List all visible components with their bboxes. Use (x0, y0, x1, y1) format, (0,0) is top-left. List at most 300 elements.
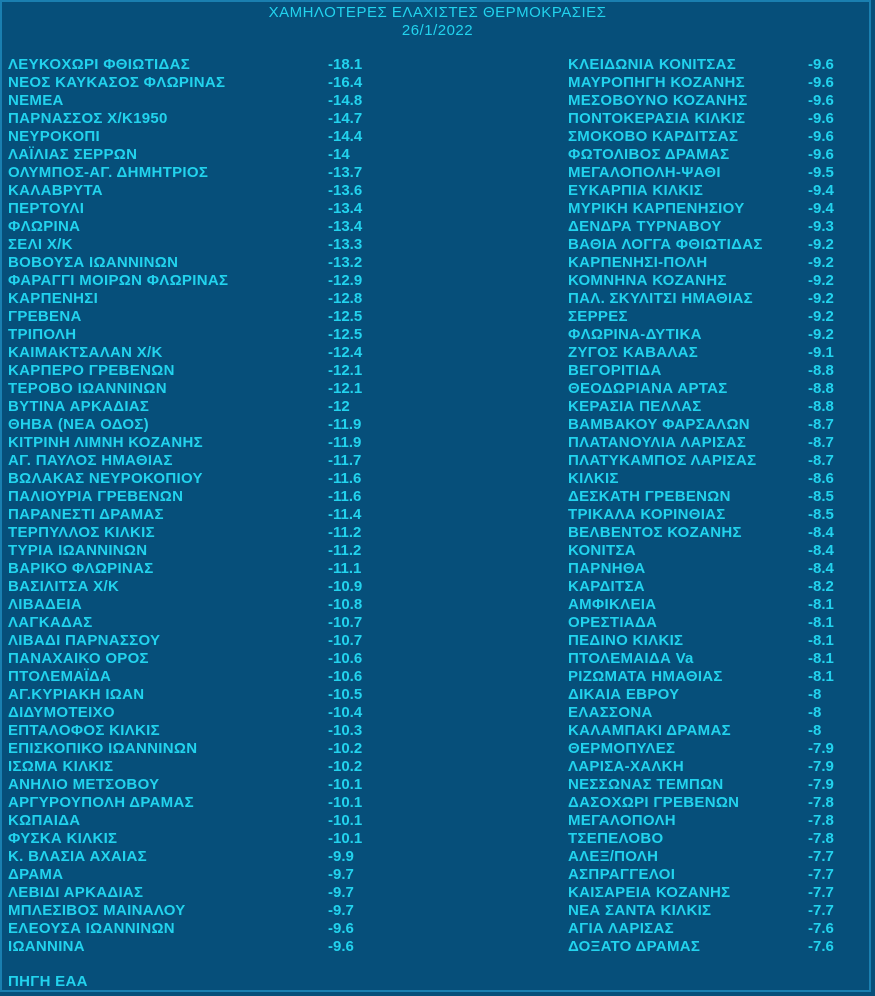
station-name: ΖΥΓΟΣ ΚΑΒΑΛΑΣ (568, 344, 699, 361)
station-row (568, 614, 834, 632)
station-row (8, 578, 363, 596)
station-name: ΟΛΥΜΠΟΣ-ΑΓ. ΔΗΜΗΤΡΙΟΣ (8, 164, 209, 181)
station-name: ΠΑΝΑΧΑΙΚΟ ΟΡΟΣ (8, 650, 149, 667)
station-name: ΝΕΟΣ ΚΑΥΚΑΣΟΣ ΦΛΩΡΙΝΑΣ (8, 74, 226, 91)
station-row (568, 830, 834, 848)
station-temperature: -16.4 (328, 74, 363, 91)
station-row (568, 812, 834, 830)
station-temperature: -9.6 (328, 920, 354, 937)
station-row (568, 848, 834, 866)
station-temperature: -10.6 (328, 650, 363, 667)
station-row (8, 560, 362, 578)
station-temperature: -12.5 (328, 326, 363, 343)
station-name: ΓΡΕΒΕΝΑ (8, 308, 82, 325)
station-temperature: -10.1 (328, 794, 363, 811)
station-name: ΚΑΛΑΜΠΑΚΙ ΔΡΑΜΑΣ (568, 722, 731, 739)
station-name: ΛΕΥΚΟΧΩΡΙ ΦΘΙΩΤΙΔΑΣ (8, 56, 191, 73)
station-name: ΚΕΡΑΣΙΑ ΠΕΛΛΑΣ (568, 398, 702, 415)
station-temperature: -8 (808, 686, 822, 703)
station-name: ΛΑΡΙΣΑ-ΧΑΛΚΗ (568, 758, 684, 775)
station-temperature: -13.2 (328, 254, 363, 271)
station-temperature: -12.9 (328, 272, 363, 289)
page-title: ΧΑΜΗΛΟΤΕΡΕΣ ΕΛΑΧΙΣΤΕΣ ΘΕΡΜΟΚΡΑΣΙΕΣ (268, 4, 607, 21)
station-name: ΚΑΙΣΑΡΕΙΑ ΚΟΖΑΝΗΣ (568, 884, 731, 901)
station-name: ΦΩΤΟΛΙΒΟΣ ΔΡΑΜΑΣ (568, 146, 730, 163)
station-row (568, 344, 834, 362)
station-row (568, 290, 834, 308)
station-row (8, 92, 363, 110)
station-name: ΜΑΥΡΟΠΗΓΗ ΚΟΖΑΝΗΣ (568, 74, 745, 91)
station-name: ΛΑΓΚΑΔΑΣ (8, 614, 93, 631)
station-name: ΑΝΗΛΙΟ ΜΕΤΣΟΒΟΥ (8, 776, 160, 793)
station-name: ΕΠΙΣΚΟΠΙΚΟ ΙΩΑΝΝΙΝΩΝ (8, 740, 198, 757)
station-temperature: -9.6 (808, 110, 834, 127)
station-temperature: -8.8 (808, 398, 834, 415)
station-name: ΠΤΟΛΕΜΑΙΔΑ Va (568, 650, 694, 667)
station-temperature: -13.7 (328, 164, 363, 181)
station-row (568, 596, 834, 614)
station-name: ΔΙΔΥΜΟΤΕΙΧΟ (8, 704, 115, 721)
station-temperature: -7.8 (808, 812, 834, 829)
station-name: ΙΣΩΜΑ ΚΙΛΚΙΣ (8, 758, 114, 775)
station-temperature: -11.2 (328, 524, 362, 541)
station-row (568, 524, 834, 542)
station-temperature: -11.9 (328, 416, 362, 433)
station-temperature: -11.1 (328, 560, 362, 577)
station-row (8, 164, 363, 182)
station-row (8, 272, 363, 290)
station-row (568, 920, 834, 938)
station-temperature: -11.6 (328, 488, 362, 505)
station-name: ΤΡΙΠΟΛΗ (8, 326, 77, 343)
station-name: ΣΜΟΚΟΒΟ ΚΑΡΔΙΤΣΑΣ (568, 128, 739, 145)
station-row (8, 722, 363, 740)
station-name: ΛΙΒΑΔΙ ΠΑΡΝΑΣΣΟΥ (8, 632, 161, 649)
station-temperature: -9.3 (808, 218, 834, 235)
station-name: ΑΣΠΡΑΓΓΕΛΟΙ (568, 866, 676, 883)
station-temperature: -12 (328, 398, 350, 415)
station-name: ΦΛΩΡΙΝΑ (8, 218, 81, 235)
station-row (8, 704, 363, 722)
station-temperature: -9.4 (808, 200, 834, 217)
station-name: Κ. ΒΛΑΣΙΑ ΑΧΑΙΑΣ (8, 848, 147, 865)
station-temperature: -7.7 (808, 902, 834, 919)
station-temperature: -8 (808, 722, 822, 739)
station-temperature: -12.5 (328, 308, 363, 325)
station-row (568, 74, 834, 92)
station-temperature: -13.4 (328, 200, 363, 217)
station-row (8, 110, 363, 128)
station-temperature: -10.2 (328, 758, 363, 775)
station-temperature: -9.2 (808, 272, 834, 289)
station-temperature: -7.7 (808, 884, 834, 901)
station-row (568, 470, 834, 488)
station-temperature: -18.1 (328, 56, 363, 73)
station-name: ΒΑΘΙΑ ΛΟΓΓΑ ΦΘΙΩΤΙΔΑΣ (568, 236, 763, 253)
station-row (568, 488, 834, 506)
station-name: ΜΕΓΑΛΟΠΟΛΗ (568, 812, 676, 829)
station-temperature: -8.5 (808, 488, 834, 505)
station-name: ΠΑΛ. ΣΚΥΛΙΤΣΙ ΗΜΑΘΙΑΣ (568, 290, 753, 307)
station-name: ΠΕΔΙΝΟ ΚΙΛΚΙΣ (568, 632, 684, 649)
station-row (8, 254, 363, 272)
station-name: ΒΑΜΒΑΚΟΥ ΦΑΡΣΑΛΩΝ (568, 416, 750, 433)
station-temperature: -13.6 (328, 182, 363, 199)
station-row (568, 506, 834, 524)
station-name: ΝΕΑ ΣΑΝΤΑ ΚΙΛΚΙΣ (568, 902, 712, 919)
station-name: ΑΓ. ΠΑΥΛΟΣ ΗΜΑΘΙΑΣ (8, 452, 173, 469)
station-name: ΤΕΡΠΥΛΛΟΣ ΚΙΛΚΙΣ (8, 524, 155, 541)
station-row (8, 848, 354, 866)
station-temperature: -9.7 (328, 884, 354, 901)
station-name: ΕΠΤΑΛΟΦΟΣ ΚΙΛΚΙΣ (8, 722, 160, 739)
station-row (8, 758, 363, 776)
station-row (568, 110, 834, 128)
station-temperature: -7.8 (808, 830, 834, 847)
station-temperature: -11.6 (328, 470, 362, 487)
station-row (8, 938, 354, 956)
station-row (568, 776, 834, 794)
station-row (8, 452, 362, 470)
station-row (568, 902, 834, 920)
station-temperature: -7.8 (808, 794, 834, 811)
station-row (8, 128, 363, 146)
station-row (8, 488, 362, 506)
station-row (8, 884, 354, 902)
station-row (568, 722, 822, 740)
station-row (8, 614, 363, 632)
station-row (8, 866, 354, 884)
station-name: ΕΛΕΟΥΣΑ ΙΩΑΝΝΙΝΩΝ (8, 920, 175, 937)
station-temperature: -9.6 (328, 938, 354, 955)
station-temperature: -11.7 (328, 452, 362, 469)
station-name: ΦΛΩΡΙΝΑ-ΔΥΤΙΚΑ (568, 326, 702, 343)
station-temperature: -12.1 (328, 380, 363, 397)
station-name: ΤΣΕΠΕΛΟΒΟ (568, 830, 664, 847)
station-row (568, 704, 822, 722)
station-name: ΘΗΒΑ (ΝΕΑ ΟΔΟΣ) (8, 416, 149, 433)
station-name: ΑΓ.ΚΥΡΙΑΚΗ ΙΩΑΝ (8, 686, 145, 703)
station-name: ΑΡΓΥΡΟΥΠΟΛΗ ΔΡΑΜΑΣ (8, 794, 194, 811)
station-name: ΔΙΚΑΙΑ ΕΒΡΟΥ (568, 686, 680, 703)
station-row (568, 308, 834, 326)
station-row (8, 506, 362, 524)
station-temperature: -10.7 (328, 614, 363, 631)
station-row (568, 56, 834, 74)
station-name: ΚΑΡΔΙΤΣΑ (568, 578, 645, 595)
station-name: ΘΕΟΔΩΡΙΑΝΑ ΑΡΤΑΣ (568, 380, 728, 397)
station-temperature: -9.2 (808, 308, 834, 325)
station-row (568, 254, 834, 272)
station-row (568, 416, 834, 434)
station-temperature: -9.5 (808, 164, 834, 181)
station-row (8, 920, 354, 938)
station-name: ΠΑΡΝΑΣΣΟΣ Χ/Κ1950 (8, 110, 168, 127)
station-row (8, 200, 363, 218)
station-name: ΒΑΣΙΛΙΤΣΑ Χ/Κ (8, 578, 120, 595)
station-temperature: -8.2 (808, 578, 834, 595)
station-row (568, 686, 822, 704)
station-temperature: -7.6 (808, 938, 834, 955)
station-name: ΔΟΞΑΤΟ ΔΡΑΜΑΣ (568, 938, 701, 955)
station-temperature: -8.6 (808, 470, 834, 487)
station-name: ΣΕΛΙ Χ/Κ (8, 236, 73, 253)
station-row (568, 380, 834, 398)
station-name: ΟΡΕΣΤΙΑΔΑ (568, 614, 658, 631)
station-name: ΒΥΤΙΝΑ ΑΡΚΑΔΙΑΣ (8, 398, 150, 415)
station-row (8, 56, 363, 74)
station-temperature: -8.8 (808, 362, 834, 379)
station-temperature: -7.7 (808, 866, 834, 883)
station-temperature: -10.7 (328, 632, 363, 649)
station-row (568, 650, 834, 668)
station-row (8, 686, 363, 704)
station-name: ΚΑΛΑΒΡΥΤΑ (8, 182, 103, 199)
station-temperature: -13.4 (328, 218, 363, 235)
station-row (8, 398, 350, 416)
station-temperature: -9.1 (808, 344, 834, 361)
station-name: ΘΕΡΜΟΠΥΛΕΣ (568, 740, 676, 757)
station-temperature: -8.7 (808, 416, 834, 433)
station-row (8, 542, 362, 560)
station-temperature: -10.1 (328, 812, 363, 829)
station-name: ΒΟΒΟΥΣΑ ΙΩΑΝΝΙΝΩΝ (8, 254, 179, 271)
station-row (8, 326, 363, 344)
station-row (568, 398, 834, 416)
station-row (8, 596, 363, 614)
station-row (8, 812, 363, 830)
station-temperature: -8.7 (808, 452, 834, 469)
station-name: ΝΕΥΡΟΚΟΠΙ (8, 128, 101, 145)
station-name: ΝΕΜΕΑ (8, 92, 64, 109)
station-temperature: -14.8 (328, 92, 363, 109)
station-temperature: -8.1 (808, 650, 834, 667)
station-row (8, 740, 363, 758)
station-temperature: -10.9 (328, 578, 363, 595)
station-name: ΤΥΡΙΑ ΙΩΑΝΝΙΝΩΝ (8, 542, 148, 559)
station-temperature: -11.9 (328, 434, 362, 451)
station-temperature: -7.9 (808, 758, 834, 775)
station-name: ΒΕΛΒΕΝΤΟΣ ΚΟΖΑΝΗΣ (568, 524, 742, 541)
station-name: ΡΙΖΩΜΑΤΑ ΗΜΑΘΙΑΣ (568, 668, 723, 685)
station-name: ΜΠΛΕΣΙΒΟΣ ΜΑΙΝΑΛΟΥ (8, 902, 186, 919)
station-row (8, 74, 363, 92)
station-row (8, 344, 363, 362)
station-name: ΑΛΕΞ/ΠΟΛΗ (568, 848, 659, 865)
right-column (568, 56, 834, 956)
station-name: ΚΑΙΜΑΚΤΣΑΛΑΝ Χ/Κ (8, 344, 163, 361)
station-temperature: -11.2 (328, 542, 362, 559)
station-name: ΚΙΤΡΙΝΗ ΛΙΜΝΗ ΚΟΖΑΝΗΣ (8, 434, 203, 451)
station-row (8, 794, 363, 812)
station-name: ΜΕΣΟΒΟΥΝΟ ΚΟΖΑΝΗΣ (568, 92, 748, 109)
station-name: ΕΥΚΑΡΠΙΑ ΚΙΛΚΙΣ (568, 182, 704, 199)
station-row (8, 632, 363, 650)
station-temperature: -10.1 (328, 776, 363, 793)
station-name: ΑΜΦΙΚΛΕΙΑ (568, 596, 657, 613)
station-row (8, 668, 363, 686)
station-temperature: -14.4 (328, 128, 363, 145)
station-row (568, 560, 834, 578)
station-row (568, 632, 834, 650)
station-name: ΠΛΑΤΑΝΟΥΛΙΑ ΛΑΡΙΣΑΣ (568, 434, 747, 451)
station-name: ΛΑΪΛΙΑΣ ΣΕΡΡΩΝ (8, 146, 138, 163)
station-temperature: -10.6 (328, 668, 363, 685)
station-temperature: -9.9 (328, 848, 354, 865)
station-row (568, 236, 834, 254)
station-temperature: -9.7 (328, 866, 354, 883)
station-temperature: -9.6 (808, 146, 834, 163)
station-temperature: -10.8 (328, 596, 363, 613)
station-row (568, 578, 834, 596)
station-temperature: -13.3 (328, 236, 363, 253)
station-temperature: -7.9 (808, 740, 834, 757)
station-temperature: -8.4 (808, 560, 834, 577)
station-temperature: -14.7 (328, 110, 363, 127)
station-temperature: -9.7 (328, 902, 354, 919)
station-name: ΠΟΝΤΟΚΕΡΑΣΙΑ ΚΙΛΚΙΣ (568, 110, 746, 127)
station-name: ΣΕΡΡΕΣ (568, 308, 628, 325)
station-temperature: -9.2 (808, 326, 834, 343)
station-temperature: -12.8 (328, 290, 363, 307)
station-row (568, 452, 834, 470)
station-temperature: -9.6 (808, 56, 834, 73)
station-name: ΤΕΡΟΒΟ ΙΩΑΝΝΙΝΩΝ (8, 380, 167, 397)
station-name: ΝΕΣΣΩΝΑΣ ΤΕΜΠΩΝ (568, 776, 724, 793)
station-temperature: -12.1 (328, 362, 363, 379)
station-row (8, 830, 363, 848)
station-row (568, 128, 834, 146)
station-temperature: -8.7 (808, 434, 834, 451)
station-row (8, 434, 362, 452)
station-row (568, 938, 834, 956)
source-footer: ΠΗΓΗ ΕΑΑ (8, 973, 88, 990)
page-date: 26/1/2022 (401, 22, 474, 39)
station-name: ΔΑΣΟΧΩΡΙ ΓΡΕΒΕΝΩΝ (568, 794, 740, 811)
station-temperature: -7.7 (808, 848, 834, 865)
station-temperature: -9.2 (808, 254, 834, 271)
station-temperature: -9.2 (808, 290, 834, 307)
station-name: ΔΕΝΔΡΑ ΤΥΡΝΑΒΟΥ (568, 218, 722, 235)
station-temperature: -11.4 (328, 506, 362, 523)
station-name: ΕΛΑΣΣΟΝΑ (568, 704, 653, 721)
station-temperature: -10.1 (328, 830, 363, 847)
station-temperature: -10.4 (328, 704, 363, 721)
station-row (568, 866, 834, 884)
station-temperature: -8.8 (808, 380, 834, 397)
station-row (568, 794, 834, 812)
station-name: ΚΑΡΠΕΡΟ ΓΡΕΒΕΝΩΝ (8, 362, 175, 379)
station-temperature: -8.1 (808, 614, 834, 631)
station-row (8, 308, 363, 326)
station-temperature: -8 (808, 704, 822, 721)
station-temperature: -7.6 (808, 920, 834, 937)
station-row (8, 776, 363, 794)
station-row (8, 182, 363, 200)
station-row (8, 650, 363, 668)
station-name: ΛΕΒΙΔΙ ΑΡΚΑΔΙΑΣ (8, 884, 144, 901)
station-name: ΦΥΣΚΑ ΚΙΛΚΙΣ (8, 830, 118, 847)
station-row (568, 146, 834, 164)
station-name: ΠΛΑΤΥΚΑΜΠΟΣ ΛΑΡΙΣΑΣ (568, 452, 757, 469)
station-row (568, 92, 834, 110)
station-temperature: -9.6 (808, 92, 834, 109)
station-row (568, 218, 834, 236)
station-row (8, 362, 363, 380)
station-temperature: -9.6 (808, 74, 834, 91)
station-temperature: -8.1 (808, 632, 834, 649)
station-row (8, 380, 363, 398)
station-name: ΒΩΛΑΚΑΣ ΝΕΥΡΟΚΟΠΙΟΥ (8, 470, 203, 487)
station-temperature: -7.9 (808, 776, 834, 793)
station-temperature: -12.4 (328, 344, 363, 361)
station-temperature: -9.4 (808, 182, 834, 199)
station-temperature: -10.3 (328, 722, 363, 739)
station-row (8, 524, 362, 542)
station-temperature: -8.4 (808, 542, 834, 559)
station-row (8, 146, 350, 164)
station-name: ΜΥΡΙΚΗ ΚΑΡΠΕΝΗΣΙΟΥ (568, 200, 745, 217)
station-name: ΦΑΡΑΓΓΙ ΜΟΙΡΩΝ ΦΛΩΡΙΝΑΣ (8, 272, 229, 289)
station-row (568, 740, 834, 758)
station-name: ΛΙΒΑΔΕΙΑ (8, 596, 83, 613)
station-row (568, 326, 834, 344)
station-row (568, 542, 834, 560)
station-name: ΜΕΓΑΛΟΠΟΛΗ-ΨΑΘΙ (568, 164, 721, 181)
station-name: ΒΕΓΟΡΙΤΙΔΑ (568, 362, 662, 379)
station-name: ΚΙΛΚΙΣ (568, 470, 619, 487)
station-temperature: -8.1 (808, 668, 834, 685)
station-temperature: -10.5 (328, 686, 363, 703)
station-temperature: -8.1 (808, 596, 834, 613)
station-row (8, 236, 363, 254)
station-name: ΚΑΡΠΕΝΗΣΙ-ΠΟΛΗ (568, 254, 708, 271)
station-row (568, 272, 834, 290)
station-temperature: -9.2 (808, 236, 834, 253)
station-name: ΔΕΣΚΑΤΗ ΓΡΕΒΕΝΩΝ (568, 488, 731, 505)
station-row (568, 758, 834, 776)
station-name: ΚΩΠΑΙΔΑ (8, 812, 81, 829)
station-temperature: -9.6 (808, 128, 834, 145)
station-name: ΠΤΟΛΕΜΑΪΔΑ (8, 668, 112, 685)
station-name: ΒΑΡΙΚΟ ΦΛΩΡΙΝΑΣ (8, 560, 154, 577)
station-row (568, 668, 834, 686)
station-row (8, 902, 354, 920)
station-name: ΔΡΑΜΑ (8, 866, 64, 883)
left-column (8, 56, 363, 956)
station-row (8, 470, 362, 488)
station-row (568, 200, 834, 218)
station-row (8, 290, 363, 308)
header (0, 4, 875, 40)
station-name: ΚΟΜΝΗΝΑ ΚΟΖΑΝΗΣ (568, 272, 727, 289)
station-name: ΙΩΑΝΝΙΝΑ (8, 938, 85, 955)
station-temperature: -8.4 (808, 524, 834, 541)
station-name: ΑΓΙΑ ΛΑΡΙΣΑΣ (568, 920, 674, 937)
station-temperature: -10.2 (328, 740, 363, 757)
station-name: ΠΑΡΝΗΘΑ (568, 560, 646, 577)
station-row (568, 182, 834, 200)
station-name: ΠΑΡΑΝΕΣΤΙ ΔΡΑΜΑΣ (8, 506, 164, 523)
station-name: ΠΑΛΙΟΥΡΙΑ ΓΡΕΒΕΝΩΝ (8, 488, 184, 505)
station-temperature: -14 (328, 146, 350, 163)
station-row (8, 416, 362, 434)
station-name: ΠΕΡΤΟΥΛΙ (8, 200, 85, 217)
station-name: ΚΛΕΙΔΩΝΙΑ ΚΟΝΙΤΣΑΣ (568, 56, 737, 73)
station-row (8, 218, 363, 236)
station-row (568, 164, 834, 182)
station-name: ΚΟΝΙΤΣΑ (568, 542, 636, 559)
